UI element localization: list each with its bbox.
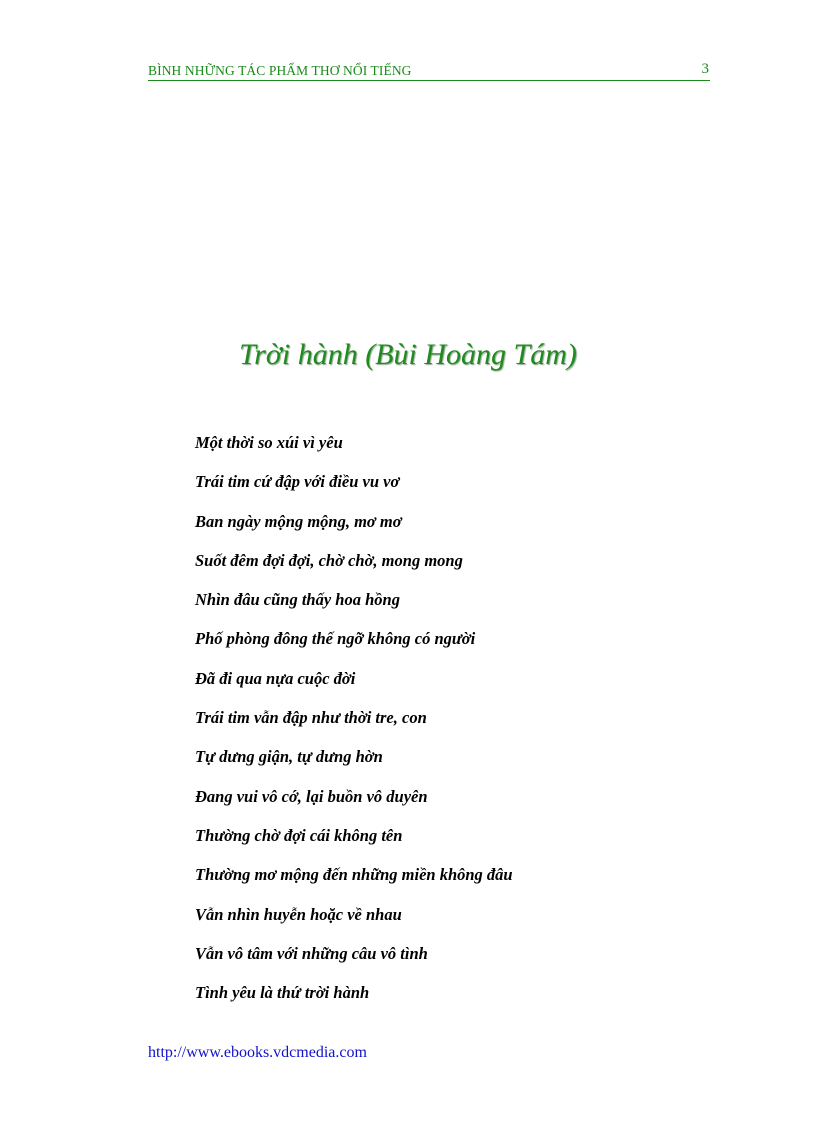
poem-line: Ban ngày mộng mộng, mơ mơ <box>195 511 402 531</box>
poem-line: Trái tim vẫn đập như thời tre, con <box>195 708 427 728</box>
poem-line: Tự dưng giận, tự dưng hờn <box>195 747 383 767</box>
poem-line: Nhìn đâu cũng thấy hoa hồng <box>195 590 400 610</box>
header-title: BÌNH NHỮNG TÁC PHẨM THƠ NỔI TIẾNG <box>148 63 412 78</box>
poem-line: Đã đi qua nựa cuộc đời <box>195 668 356 688</box>
poem-line: Phố phòng đông thế ngỡ không có người <box>195 629 476 649</box>
poem-line: Vẫn vô tâm với những câu vô tình <box>195 943 428 963</box>
poem-line: Thường chờ đợi cái không tên <box>195 825 403 845</box>
poem-line: Vẫn nhìn huyễn hoặc về nhau <box>195 904 402 924</box>
poem-line: Một thời so xúi vì yêu <box>195 433 343 452</box>
poem-verse <box>195 431 513 1020</box>
poem-line: Trái tim cứ đập với điều vu vơ <box>195 472 400 492</box>
poem-line: Tình yêu là thứ trời hành <box>195 983 370 1003</box>
poem-line: Suốt đêm đợi đợi, chờ chờ, mong mong <box>195 550 463 570</box>
page-header <box>148 62 710 81</box>
poem-line: Thường mơ mộng đến những miền không đâu <box>195 865 513 885</box>
poem-title: Trời hành (Bùi Hoàng Tám) <box>239 338 577 371</box>
page-number: 3 <box>701 61 709 77</box>
poem-line: Đang vui vô cớ, lại buồn vô duyên <box>195 786 428 806</box>
footer-link[interactable]: http://www.ebooks.vdcmedia.com <box>148 1044 367 1061</box>
